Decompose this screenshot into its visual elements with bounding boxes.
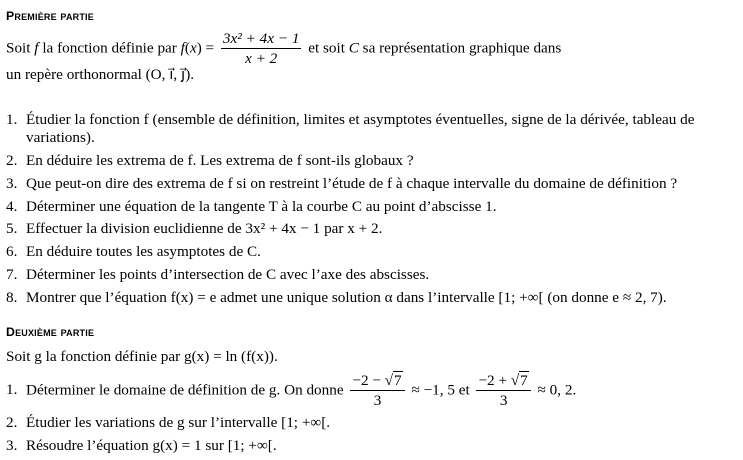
list-item: 8. Montrer que l’équation f(x) = e admet une unique solution α dans l’intervalle [1; +∞[ (on donne e ≈ 2, 7). [6,289,667,306]
intro-equals: = [205,39,215,57]
list-item-continuation: variations). [26,129,95,146]
part1-heading: Première partie [6,9,94,23]
curve-symbol: C [348,39,359,57]
sqrt-fraction-plus: $\frac{-2 + √7}{3}$ [476,372,530,410]
part1-intro-line1: Soit f la fonction définie par f(x) = $\frac{\text{3x² + 4x − 1}}{x + 2}$ et soit C sa représentation graphique dans [6,30,562,68]
fraction-numerator: 3x² + 4x − 1 [221,30,302,49]
function-fraction [221,30,302,68]
intro-text-e: sa représentation graphique dans [362,39,562,57]
part1-intro-line2: un repère orthonormal (O, i⃗, j⃗). [6,66,195,83]
list-item: 2. Étudier les variations de g sur l’intervalle [1; +∞[. [6,414,331,431]
sqrt-icon: √ [384,372,394,389]
fraction-denominator: x + 2 [245,50,278,68]
list-item: 6. En déduire toutes les asymptotes de C. [6,243,261,260]
list-item: 7. Déterminer les points d’intersection de C avec l’axe des abscisses. [6,266,430,283]
sqrt-icon: √ [510,372,520,389]
intro-text-b: la fonction définie par [42,39,177,57]
intro-text-d: et soit [308,39,345,57]
list-item: 1. Déterminer le domaine de définition de g. On donne $\frac{-2 - √7}{3}$ ≈ −1, 5 et $\frac{-2 + √7}{3}$ ≈ 0, 2. [6,372,577,410]
list-item: 1. Étudier la fonction f (ensemble de définition, limites et asymptotes éventuelles, signe de la dérivée, tableau de [6,111,695,128]
sqrt-fraction-minus: $\frac{-2 - √7}{3}$ [350,372,404,410]
list-item: 3. Résoudre l’équation g(x) = 1 sur [1; +∞[. [6,437,277,454]
list-item: 2. En déduire les extrema de f. Les extrema de f sont-ils globaux ? [6,152,414,169]
part2-intro: Soit g la fonction définie par g(x) = ln (f(x)). [6,348,278,365]
intro-text-a: Soit [6,39,31,57]
part2-heading: Deuxième partie [6,325,95,339]
list-item: 3. Que peut-on dire des extrema de f si on restreint l’étude de f à chaque intervalle du domaine de définition ? [6,175,678,192]
list-item: 4. Déterminer une équation de la tangente T à la courbe C au point d’abscisse 1. [6,198,497,215]
list-item: 5. Effectuer la division euclidienne de 3x² + 4x − 1 par x + 2. [6,220,383,237]
